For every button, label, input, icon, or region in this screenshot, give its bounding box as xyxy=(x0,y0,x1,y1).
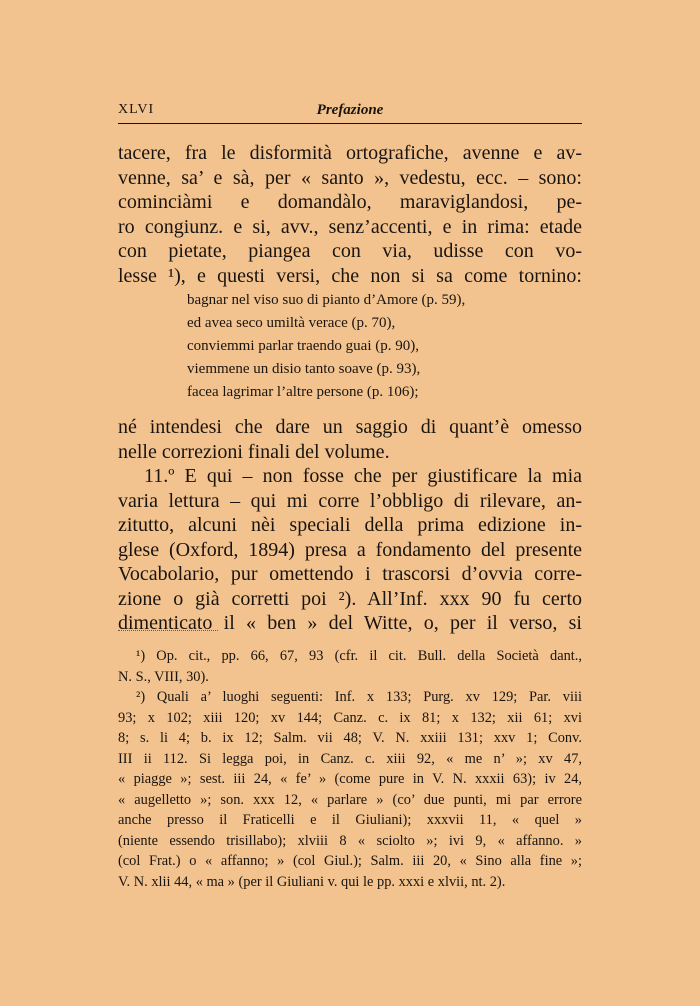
text-line: zione o già corretti poi ²). All’Inf. xxx 90 fu certo xyxy=(118,587,582,610)
running-title: Prefazione xyxy=(316,102,384,118)
verse-line: ed avea seco umiltà verace (p. 70), xyxy=(187,315,396,331)
verse-quotation xyxy=(187,289,567,404)
text-line: Vocabolario, pur omettendo i trascorsi d’ovvia corre- xyxy=(118,563,582,585)
footnote-line: ²) Quali a’ luoghi seguenti: Inf. x 133; Purg. xv 129; Par. viii xyxy=(136,689,582,705)
text-line: nelle correzioni finali del volume. xyxy=(118,440,390,463)
footnote-line: 8; s. li 4; b. ix 12; Salm. vii 48; V. N. xxiii 131; xxv 1; Conv. xyxy=(118,730,582,746)
footnote-line: ¹) Op. cit., pp. 66, 67, 93 (cfr. il cit. Bull. della Società dant., xyxy=(136,648,582,664)
footnote-line: « piagge »; sest. iii 24, « fe’ » (come pure in V. N. xxxii 63); iv 24, xyxy=(118,771,582,787)
verse-line: facea lagrimar l’altre persone (p. 106); xyxy=(187,384,419,400)
header-rule xyxy=(118,123,582,124)
text-line: lesse ¹), e questi versi, che non si sa come tornino: xyxy=(118,264,582,287)
footnote-line: (col Frat.) o « affanno; » (col Giul.); Salm. iii 20, « Sino alla fine »; xyxy=(118,853,582,869)
text-line: con pietate, piangea con via, udisse con vo- xyxy=(118,240,582,262)
text-line: varia lettura – qui mi corre l’obbligo di rilevare, an- xyxy=(118,489,582,512)
footnote-line: N. S., VIII, 30). xyxy=(118,668,209,685)
text-line: dimenticato il « ben » del Witte, o, per il verso, si xyxy=(118,612,582,634)
text-line: venne, sa’ e sà, per « santo », vedestu, ecc. – sono: xyxy=(118,166,582,189)
main-text-block-continued xyxy=(118,415,582,636)
footnote-line: « augelletto »; son. xxx 12, « parlare » (co’ due punti, mi par errore xyxy=(118,791,582,808)
text-line: né intendesi che dare un saggio di quant’è omesso xyxy=(118,416,582,438)
footnote-line: III ii 112. Si legga poi, in Canz. c. xiii 92, « me n’ »; xv 47, xyxy=(118,750,582,767)
text-line: ro congiunz. e si, avv., senz’accenti, e in rima: etade xyxy=(118,215,582,238)
verse-line: bagnar nel viso suo di pianto d’Amore (p. 59), xyxy=(187,292,466,308)
page-number: XLVI xyxy=(118,102,155,117)
text-line: cominciàmi e domandàlo, maraviglandosi, pe- xyxy=(118,191,582,213)
footnote-line: V. N. xlii 44, « ma » (per il Giuliani v. qui le pp. xxxi e xlvii, nt. 2). xyxy=(118,873,506,890)
text-line: 11.º E qui – non fosse che per giustificare la mia xyxy=(144,465,582,487)
text-line: zitutto, alcuni nèi speciali della prima edizione in- xyxy=(118,514,582,536)
footnote-separator xyxy=(118,630,218,631)
verse-line: conviemmi parlar traendo guai (p. 90), xyxy=(187,338,420,354)
footnote-line: anche presso il Fraticelli e il Giuliani); xxxvii 11, « quel » xyxy=(118,812,582,828)
text-line: glese (Oxford, 1894) presa a fondamento del presente xyxy=(118,538,582,561)
running-header xyxy=(118,102,582,122)
main-text-block xyxy=(118,141,582,288)
verse-line: viemmene un disio tanto soave (p. 93), xyxy=(187,361,421,377)
text-line: tacere, fra le disformità ortografiche, avenne e av- xyxy=(118,142,582,164)
footnote-line: (niente essendo trisillabo); xlviii 8 « sciolto »; ivi 9, « affanno. » xyxy=(118,832,582,849)
footnote-line: 93; x 102; xiii 120; xv 144; Canz. c. ix 81; x 132; xii 61; xvi xyxy=(118,709,582,726)
footnotes xyxy=(118,646,582,892)
